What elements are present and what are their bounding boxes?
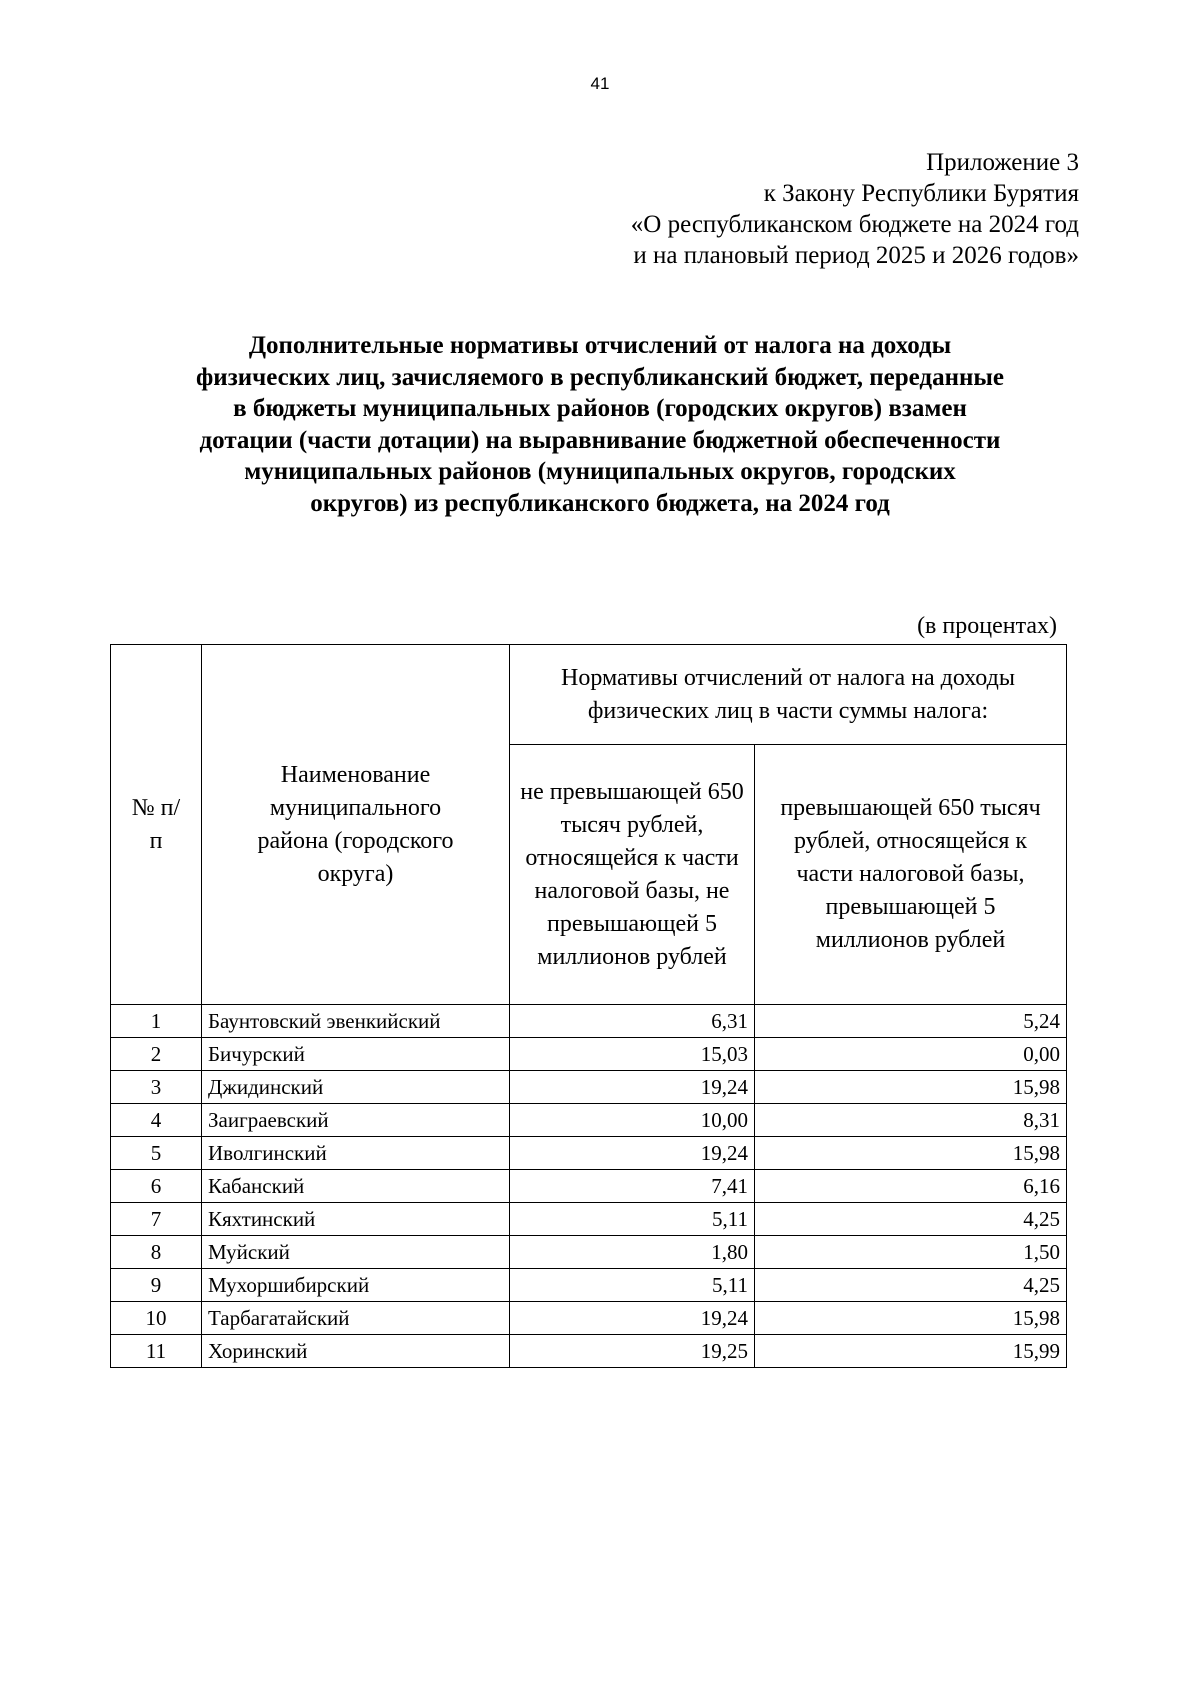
row-value-exceeding: 4,25 [755,1203,1067,1236]
appendix-line: «О республиканском бюджете на 2024 год [630,211,1079,238]
row-value-exceeding: 1,50 [755,1236,1067,1269]
row-number: 6 [111,1170,202,1203]
table-row [111,1335,1067,1368]
row-value-not-exceeding: 7,41 [510,1170,755,1203]
row-number: 1 [111,1005,202,1038]
row-value-exceeding: 6,16 [755,1170,1067,1203]
row-value-not-exceeding: 19,24 [510,1302,755,1335]
table-row [111,1302,1067,1335]
title-line: дотации (части дотации) на выравнивание бюджетной обеспеченности [199,426,1001,454]
table-row [111,1137,1067,1170]
row-number: 7 [111,1203,202,1236]
row-number: 5 [111,1137,202,1170]
row-value-not-exceeding: 15,03 [510,1038,755,1071]
table-row [111,1038,1067,1071]
row-district-name: Баунтовский эвенкийский [202,1005,510,1038]
row-value-not-exceeding: 19,24 [510,1071,755,1104]
header-col-exceeding: превышающей 650 тысяч рублей, относящейся к части налоговой базы, превышающей 5 миллионов рублей [755,745,1067,1005]
row-district-name: Кабанский [202,1170,510,1203]
row-value-not-exceeding: 10,00 [510,1104,755,1137]
row-value-exceeding: 4,25 [755,1269,1067,1302]
document-title [100,330,1100,519]
row-value-exceeding: 15,98 [755,1302,1067,1335]
table-row [111,1071,1067,1104]
row-number: 9 [111,1269,202,1302]
row-value-not-exceeding: 1,80 [510,1236,755,1269]
row-number: 11 [111,1335,202,1368]
row-value-exceeding: 15,98 [755,1071,1067,1104]
row-number: 3 [111,1071,202,1104]
table-body [111,1005,1067,1368]
appendix-line: Приложение 3 [926,149,1079,176]
row-district-name: Муйский [202,1236,510,1269]
title-line: муниципальных районов (муниципальных округов, городских [244,458,956,485]
row-value-not-exceeding: 19,24 [510,1137,755,1170]
table-row [111,1005,1067,1038]
title-line: округов) из республиканского бюджета, на 2024 год [310,489,890,517]
row-district-name: Хоринский [202,1335,510,1368]
row-value-exceeding: 15,99 [755,1335,1067,1368]
row-number: 2 [111,1038,202,1071]
row-number: 4 [111,1104,202,1137]
row-value-not-exceeding: 19,25 [510,1335,755,1368]
table-row [111,1236,1067,1269]
appendix-reference [631,147,1079,271]
row-value-not-exceeding: 5,11 [510,1203,755,1236]
title-line: в бюджеты муниципальных районов (городских округов) взамен [233,395,967,422]
row-district-name: Иволгинский [202,1137,510,1170]
table-row [111,1170,1067,1203]
table-row [111,1269,1067,1302]
header-number [111,645,202,1005]
row-value-not-exceeding: 5,11 [510,1269,755,1302]
row-district-name: Мухоршибирский [202,1269,510,1302]
row-district-name: Джидинский [202,1071,510,1104]
header-name: Наименование муниципального района (городского округа) [202,645,510,1005]
row-district-name: Заиграевский [202,1104,510,1137]
row-value-exceeding: 8,31 [755,1104,1067,1137]
row-district-name: Бичурский [202,1038,510,1071]
appendix-line: и на плановый период 2025 и 2026 годов» [633,242,1079,269]
row-number: 8 [111,1236,202,1269]
page-number: 41 [590,74,610,93]
row-value-exceeding: 0,00 [755,1038,1067,1071]
header-norms-group: Нормативы отчислений от налога на доходы физических лиц в части суммы налога: [510,645,1067,745]
title-line: Дополнительные нормативы отчислений от налога на доходы [248,332,952,359]
row-district-name: Тарбагатайский [202,1302,510,1335]
units-note: (в процентах) [917,613,1057,639]
table-row [111,1104,1067,1137]
row-value-exceeding: 5,24 [755,1005,1067,1038]
row-value-not-exceeding: 6,31 [510,1005,755,1038]
appendix-line: к Закону Республики Бурятия [763,180,1079,207]
header-col-not-exceeding: не превышающей 650 тысяч рублей, относящейся к части налоговой базы, не превышающей 5 миллионов рублей [510,745,755,1005]
row-number: 10 [111,1302,202,1335]
table-row [111,1203,1067,1236]
header-number-label: № п/п [131,794,181,854]
row-district-name: Кяхтинский [202,1203,510,1236]
title-line: физических лиц, зачисляемого в республиканский бюджет, переданные [196,363,1004,391]
norms-table [110,644,1067,1368]
row-value-exceeding: 15,98 [755,1137,1067,1170]
